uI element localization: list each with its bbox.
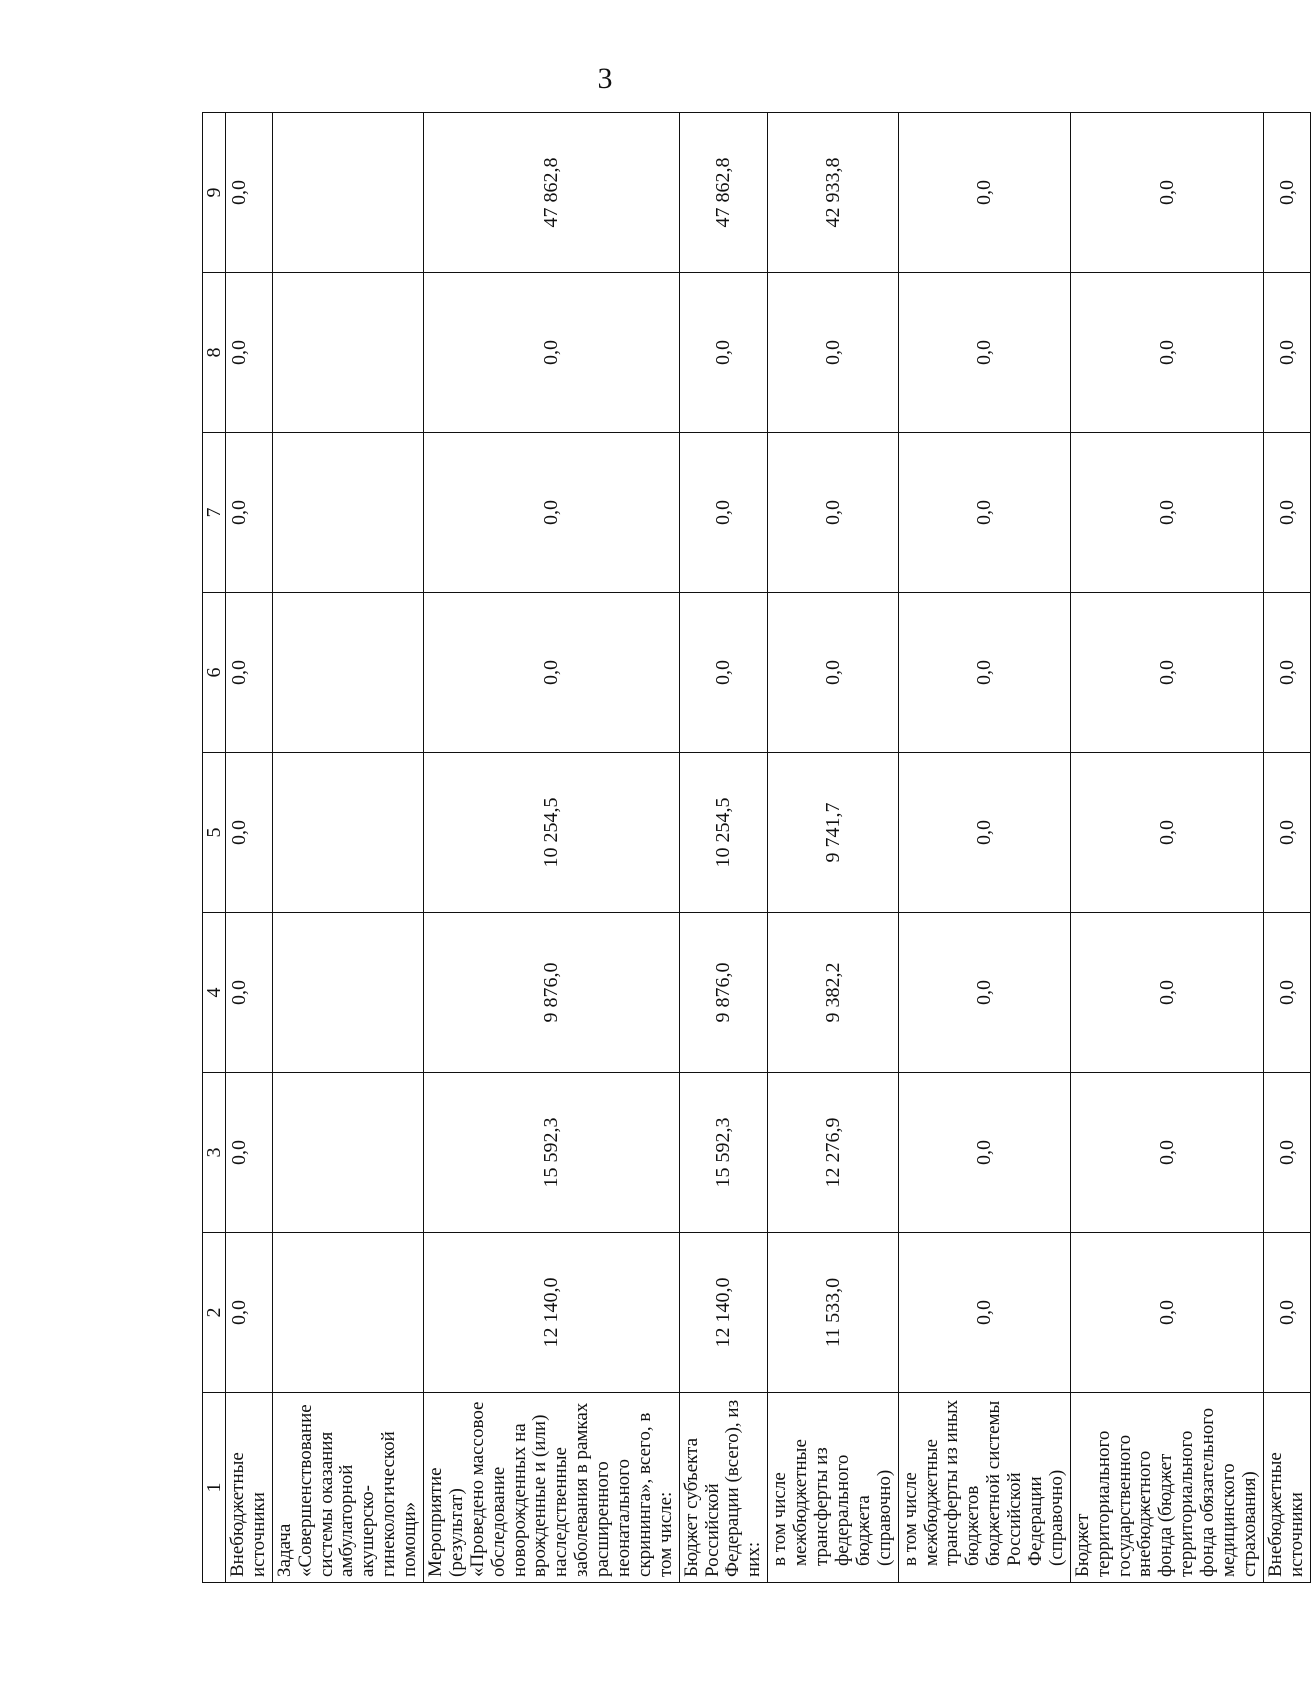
cell-value [272,1233,423,1393]
row-label: в том числе межбюджетные трансферты из федерального бюджета (справочно) [768,1393,898,1583]
cell-value: 0,0 [1263,273,1310,433]
cell-value: 0,0 [226,113,273,273]
cell-value: 0,0 [226,593,273,753]
column-number: 4 [203,913,226,1073]
table-row [1263,113,1310,1583]
budget-table [202,112,1311,1583]
cell-value [272,913,423,1073]
cell-value: 0,0 [1070,273,1263,433]
cell-value: 9 382,2 [768,913,898,1073]
cell-value: 11 533,0 [768,1233,898,1393]
cell-value: 12 140,0 [679,1233,768,1393]
cell-value: 0,0 [898,273,1070,433]
row-label: Бюджет субъекта Российской Федерации (всего), из них: [679,1393,768,1583]
cell-value: 0,0 [768,273,898,433]
cell-value: 12 140,0 [424,1233,680,1393]
table-row [424,113,680,1583]
column-number: 5 [203,753,226,913]
cell-value: 0,0 [226,1233,273,1393]
rotated-table-wrapper [202,113,1307,1583]
cell-value: 0,0 [1263,593,1310,753]
column-number: 9 [203,113,226,273]
cell-value: 9 876,0 [424,913,680,1073]
cell-value: 15 592,3 [679,1073,768,1233]
cell-value: 0,0 [768,593,898,753]
cell-value: 0,0 [898,593,1070,753]
cell-value: 47 862,8 [424,113,680,273]
table-row [226,113,273,1583]
cell-value: 10 254,5 [424,753,680,913]
cell-value: 12 276,9 [768,1073,898,1233]
cell-value: 0,0 [898,1073,1070,1233]
header-row [203,113,226,1583]
cell-value [272,753,423,913]
column-number: 2 [203,1233,226,1393]
table-row [768,113,898,1583]
cell-value: 9 741,7 [768,753,898,913]
cell-value: 0,0 [898,913,1070,1073]
cell-value: 0,0 [679,273,768,433]
cell-value: 0,0 [1070,1073,1263,1233]
cell-value: 0,0 [1263,1073,1310,1233]
cell-value [272,113,423,273]
column-number: 7 [203,433,226,593]
cell-value: 0,0 [679,593,768,753]
row-label: Бюджет территориального государственного внебюджетного фонда (бюджет территориального фонда обязательного медицинского страхования) [1070,1393,1263,1583]
column-number: 3 [203,1073,226,1233]
cell-value [272,593,423,753]
row-label: Мероприятие (результат) «Проведено массовое обследование новорожденных на врожденные и (или) наследственные заболевания в рамках расширенного неонатального скрининга», всего, в том числе: [424,1393,680,1583]
cell-value: 0,0 [898,433,1070,593]
cell-value: 10 254,5 [679,753,768,913]
cell-value: 15 592,3 [424,1073,680,1233]
column-number: 8 [203,273,226,433]
cell-value [272,1073,423,1233]
table-row [272,113,423,1583]
cell-value: 0,0 [898,753,1070,913]
cell-value: 0,0 [1263,753,1310,913]
cell-value: 0,0 [1263,433,1310,593]
row-label: Задача «Совершенствование системы оказания амбулаторной акушерско-гинекологической помощи» [272,1393,423,1583]
cell-value: 0,0 [898,113,1070,273]
cell-value: 0,0 [226,753,273,913]
table-row [898,113,1070,1583]
cell-value: 0,0 [1263,113,1310,273]
cell-value: 0,0 [768,433,898,593]
cell-value: 0,0 [679,433,768,593]
cell-value: 0,0 [1263,913,1310,1073]
column-number: 1 [203,1393,226,1583]
cell-value: 0,0 [1070,433,1263,593]
row-label: в том числе межбюджетные трансферты из иных бюджетов бюджетной системы Российской Федерации (справочно) [898,1393,1070,1583]
cell-value: 42 933,8 [768,113,898,273]
cell-value: 0,0 [1070,1233,1263,1393]
row-label: Внебюджетные источники [226,1393,273,1583]
cell-value: 9 876,0 [679,913,768,1073]
table-row [1070,113,1263,1583]
cell-value: 0,0 [1070,593,1263,753]
cell-value: 0,0 [898,1233,1070,1393]
cell-value: 0,0 [226,433,273,593]
row-label: Внебюджетные источники [1263,1393,1310,1583]
cell-value: 0,0 [1070,753,1263,913]
cell-value: 0,0 [226,273,273,433]
table-row [679,113,768,1583]
cell-value: 0,0 [1070,913,1263,1073]
column-number: 6 [203,593,226,753]
cell-value: 0,0 [424,273,680,433]
page-number: 3 [597,62,613,95]
cell-value: 0,0 [424,433,680,593]
cell-value: 0,0 [226,913,273,1073]
cell-value: 0,0 [1070,113,1263,273]
cell-value: 0,0 [424,593,680,753]
cell-value: 0,0 [1263,1233,1310,1393]
cell-value: 0,0 [226,1073,273,1233]
cell-value: 47 862,8 [679,113,768,273]
cell-value [272,273,423,433]
cell-value [272,433,423,593]
